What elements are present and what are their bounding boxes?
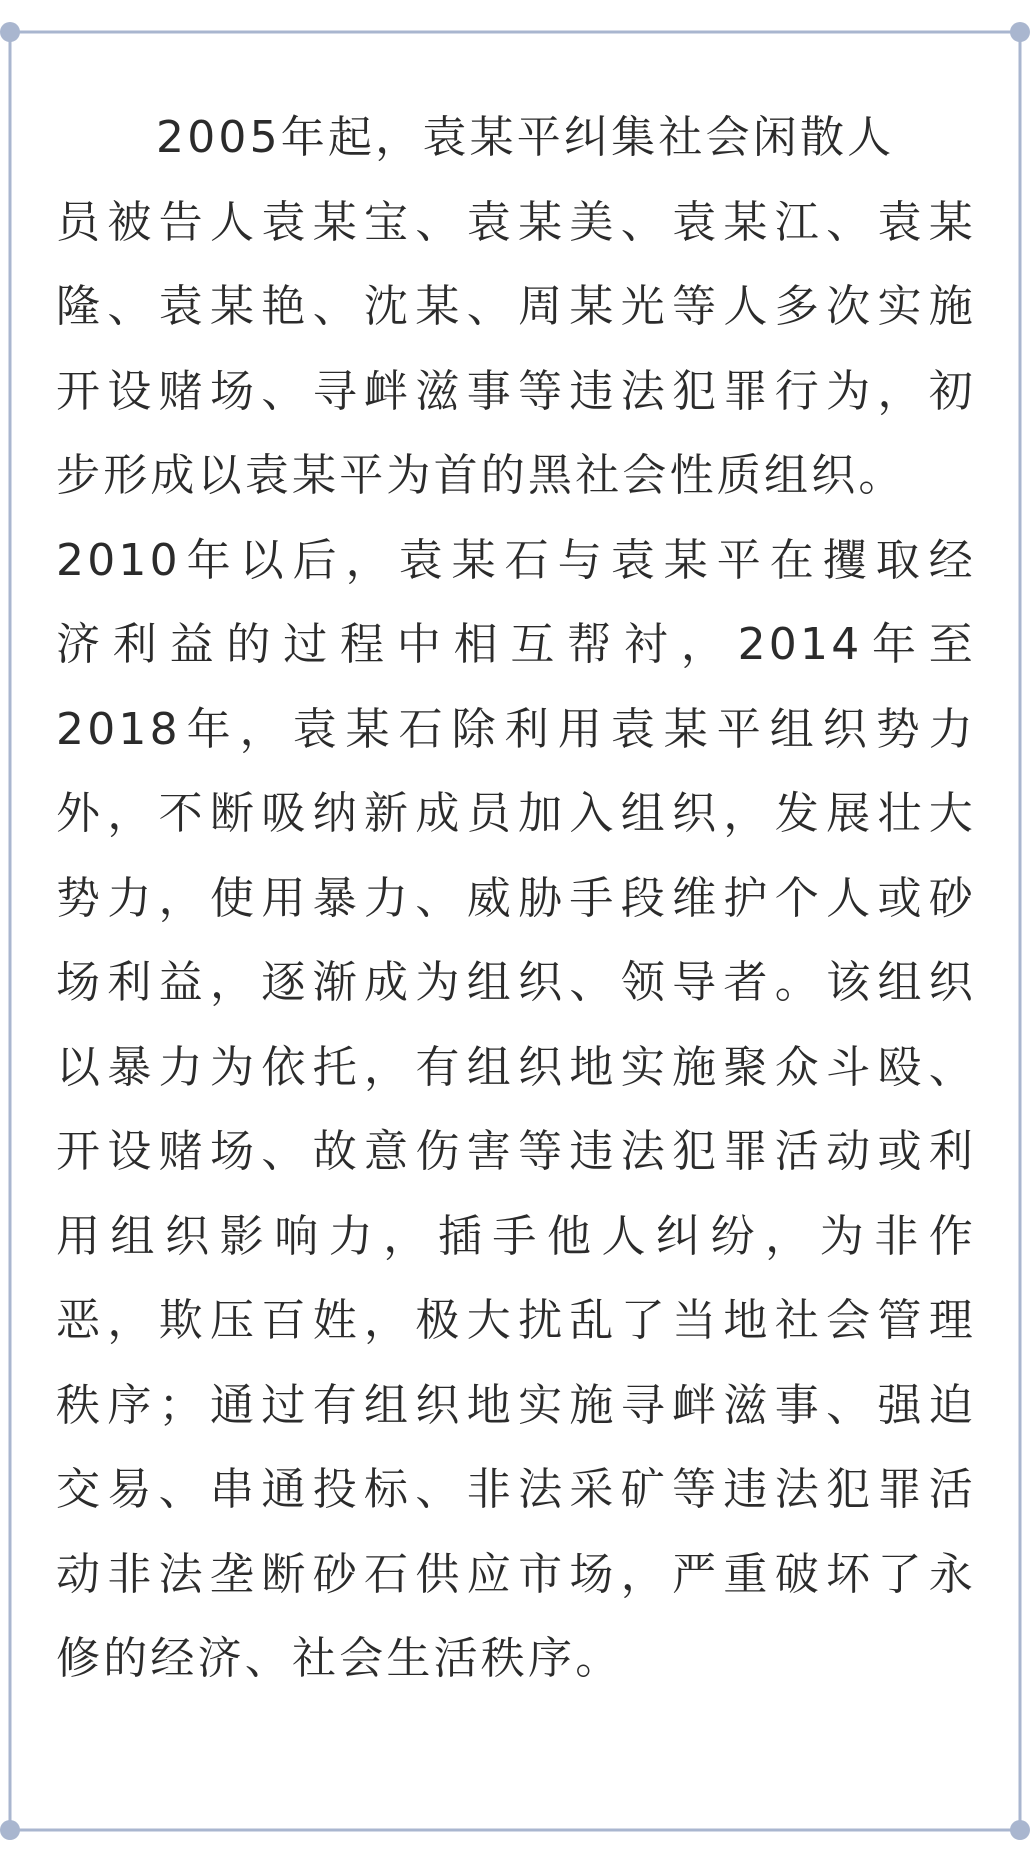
article-line: 修的经济、社会生活秩序。 [56,1633,623,1684]
article-line: 步形成以袁某平为首的黑社会性质组织。 [56,450,906,501]
article-line: 势力，使用暴力、威胁手段维护个人或砂 [56,872,976,924]
article-line: 场利益，逐渐成为组织、领导者。该组织 [56,957,976,1008]
corner-dot-top-left [0,22,20,42]
article-line: 开设赌场、故意伤害等违法犯罪活动或利 [56,1126,976,1177]
article-line: 2018年，袁某石除利用袁某平组织势力 [56,703,976,755]
article-line: 员被告人袁某宝、袁某美、袁某江、袁某 [56,196,976,248]
article-body [56,96,976,1702]
article-line: 恶，欺压百姓，极大扰乱了当地社会管理 [56,1295,976,1346]
corner-dot-bottom-left [0,1820,20,1840]
article-line: 隆、袁某艳、沈某、周某光等人多次实施 [56,281,976,332]
article-line: 2010年以后，袁某石与袁某平在攫取经 [56,534,976,586]
article-line: 交易、串通投标、非法采矿等违法犯罪活 [56,1464,976,1515]
article-line: 用组织影响力，插手他人纠纷，为非作 [56,1210,976,1262]
corner-dot-top-right [1010,22,1030,42]
article-line: 2005年起，袁某平纠集社会闲散人 [156,112,895,163]
article-line: 济利益的过程中相互帮衬，2014年至 [56,619,976,670]
article-line: 开设赌场、寻衅滋事等违法犯罪行为，初 [56,365,976,417]
article-line: 外，不断吸纳新成员加入组织，发展壮大 [56,788,976,839]
article-line: 以暴力为依托，有组织地实施聚众斗殴、 [56,1041,976,1093]
article-line: 秩序；通过有组织地实施寻衅滋事、强迫 [56,1379,976,1431]
corner-dot-bottom-right [1010,1820,1030,1840]
article-line: 动非法垄断砂石供应市场，严重破坏了永 [56,1548,976,1600]
